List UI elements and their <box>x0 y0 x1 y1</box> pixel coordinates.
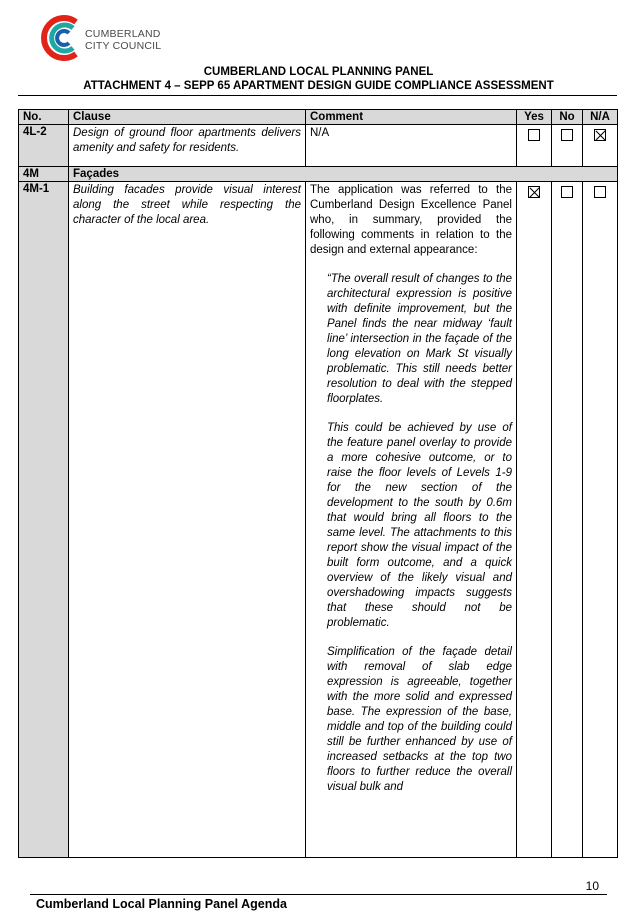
quote-paragraph: “The overall result of changes to the architectural expression is positive with definite improvement, but the Panel finds the near midway ‘fault line’ intersection in the façade of the long elevation on Mark St visually problematic. This still needs better resolution to deal with the stepped floorplates. <box>327 273 512 405</box>
row-number: 4L-2 <box>19 125 69 167</box>
section-title: Façades <box>69 167 618 182</box>
panel-quote <box>327 272 512 795</box>
section-row-4m <box>19 167 618 182</box>
footer-text: Cumberland Local Planning Panel Agenda <box>36 897 287 911</box>
row-clause: Design of ground floor apartments delivers amenity and safety for residents. <box>69 125 306 167</box>
header-no-col: No <box>552 110 583 125</box>
no-checkbox[interactable] <box>561 129 573 141</box>
no-checkbox[interactable] <box>561 186 573 198</box>
table-header-row <box>19 110 618 125</box>
compliance-table <box>18 109 618 858</box>
header-no: No. <box>19 110 69 125</box>
header-comment: Comment <box>306 110 517 125</box>
header-clause: Clause <box>69 110 306 125</box>
table-row-4m1 <box>19 182 618 858</box>
quote-paragraph: Simplification of the façade detail with removal of slab edge expression is agreeable, together with the more solid and expressed base. The expression of the base, middle and top of the building could still be further enhanced by use of increased setbacks at the top two floors to further reduce the overall visual bulk and <box>327 646 512 793</box>
header-na: N/A <box>583 110 618 125</box>
comment-intro: The application was referred to the Cumberland Design Excellence Panel who, in summary, provided the following comments in relation to the design and external appearance: <box>310 184 512 256</box>
yes-checkbox[interactable] <box>528 129 540 141</box>
header-rule <box>18 95 617 96</box>
document-subtitle: ATTACHMENT 4 – SEPP 65 APARTMENT DESIGN GUIDE COMPLIANCE ASSESSMENT <box>83 80 554 92</box>
quote-paragraph: This could be achieved by use of the feature panel overlay to provide a more cohesive outcome, or to raise the floor levels of Levels 1-9 for the new section of the development to the south by 0.6m that would bring all floors to the same level. The attachments to this report show the visual impact of the built form outcome, and a quick overview of the likely visual and overshadowing impacts suggests that these should not be problematic. <box>327 422 512 629</box>
logo-line2: CITY COUNCIL <box>85 40 162 52</box>
na-checkbox[interactable] <box>594 186 606 198</box>
row-comment <box>306 182 517 858</box>
row-clause: Building facades provide visual interest along the street while respecting the character of the local area. <box>69 182 306 858</box>
logo-line1: CUMBERLAND <box>85 28 161 40</box>
row-number: 4M-1 <box>19 182 69 858</box>
logo-text <box>85 28 161 52</box>
na-checkbox[interactable] <box>594 129 606 141</box>
header-yes: Yes <box>517 110 552 125</box>
section-number: 4M <box>19 167 69 182</box>
document-title: CUMBERLAND LOCAL PLANNING PANEL <box>203 66 434 78</box>
footer-rule <box>30 894 607 895</box>
table-row-4l2 <box>19 125 618 167</box>
page-number: 10 <box>585 879 599 893</box>
yes-checkbox[interactable] <box>528 186 540 198</box>
council-logo-icon <box>36 12 86 64</box>
row-comment: N/A <box>306 125 517 167</box>
